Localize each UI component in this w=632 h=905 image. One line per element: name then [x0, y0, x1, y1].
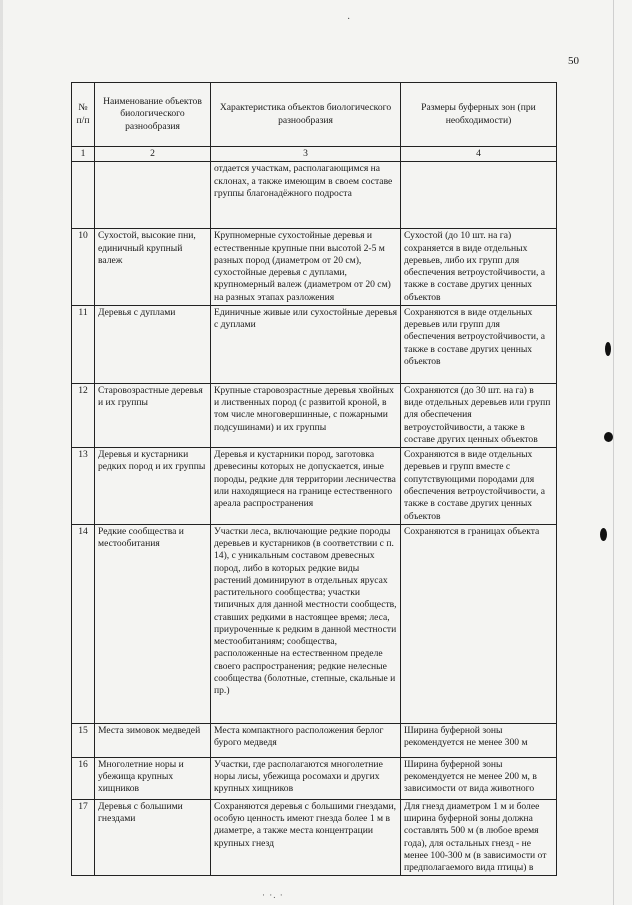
scan-left-edge [0, 0, 3, 905]
row-buffer: Сухостой (до 10 шт. на га) сохраняется в виде отдельных деревьев, либо их групп для обеспечения ветроустойчивости, а также в составе других ценных объектов [401, 229, 557, 306]
row-name: Места зимовок медведей [95, 723, 211, 757]
row-buffer: Сохраняются в виде отдельных деревьев и групп вместе с сопутствующими породами для обеспечения ветроустойчивости, а также в составе других ценных объектов [401, 448, 557, 525]
scan-edge-line [613, 0, 614, 905]
row-buffer: Ширина буферной зоны рекомендуется не менее 300 м [401, 723, 557, 757]
row-number: 16 [72, 757, 95, 799]
row-characteristic: Места компактного расположения берлог бурого медведя [211, 723, 401, 757]
row-number: 12 [72, 383, 95, 447]
row-number: 11 [72, 305, 95, 383]
hole-punch-mark [605, 342, 611, 356]
column-number: 2 [95, 147, 211, 162]
table-header-row [72, 83, 557, 147]
row-number: 10 [72, 229, 95, 306]
row-characteristic: Участки леса, включающие редкие породы деревьев и кустарников (в соответствии с п. 14), с уникальным составом древесных пород, либо в которых редкие виды растений доминируют в отдельных ярусах растительного сообщества; участки типичных для данной местности сообществ, ставших редкими в настоящее время; леса, приуроченные к редким в данной местности местообитаниям; сообщества, расположенные на естественном пределе своего распространения; редкие нелесные сообщества (болотные, степные, скальные и пр.) [211, 524, 401, 723]
table-row-continuation [72, 162, 557, 229]
header-buffer-zone: Размеры буферных зон (при необходимости) [401, 83, 557, 147]
scan-speck: · [347, 14, 351, 25]
column-number: 3 [211, 147, 401, 162]
row-characteristic: Крупномерные сухостойные деревья и естественные крупные пни высотой 2-5 м разных пород (диаметром от 20 см), сухостойные деревья с дуплами, крупномерный валеж (диаметром от 20 см) на разных этапах разложения [211, 229, 401, 306]
header-characteristic: Характеристика объектов биологического разнообразия [211, 83, 401, 147]
table-row [72, 383, 557, 447]
table-row [72, 757, 557, 799]
row-buffer: Для гнезд диаметром 1 м и более ширина буферной зоны должна составлять 500 м (в любое время года), для остальных гнезд - не менее 100-300 м (в зависимости от предполагаемого вида птицы) в [401, 799, 557, 876]
row-number [72, 162, 95, 229]
row-buffer: Сохраняются в границах объекта [401, 524, 557, 723]
row-characteristic: Единичные живые или сухостойные деревья с дуплами [211, 305, 401, 383]
table-row [72, 305, 557, 383]
row-number: 13 [72, 448, 95, 525]
table-row [72, 229, 557, 306]
row-name: Деревья и кустарники редких пород и их группы [95, 448, 211, 525]
row-characteristic: Участки, где располагаются многолетние норы лисы, убежища росомахи и других крупных хищников [211, 757, 401, 799]
row-name: Редкие сообщества и местообитания [95, 524, 211, 723]
row-characteristic: Крупные старовозрастные деревья хвойных и лиственных пород (с развитой кроной, в том числе многовершинные, с пожарными подсушинами) и их группы [211, 383, 401, 447]
row-number: 15 [72, 723, 95, 757]
row-name: Сухостой, высокие пни, единичный крупный валеж [95, 229, 211, 306]
scan-speck: · ·. · [262, 890, 284, 900]
row-buffer [401, 162, 557, 229]
row-name: Многолетние норы и убежища крупных хищников [95, 757, 211, 799]
row-number: 14 [72, 524, 95, 723]
table-row [72, 448, 557, 525]
row-buffer: Сохраняются в виде отдельных деревьев или групп для обеспечения ветроустойчивости, а также в составе других ценных объектов [401, 305, 557, 383]
table-row [72, 723, 557, 757]
row-characteristic: Деревья и кустарники пород, заготовка древесины которых не допускается, иные породы, редкие для территории лесничества или находящиеся на границе естественного ареала распространения [211, 448, 401, 525]
row-characteristic: Сохраняются деревья с большими гнездами, особую ценность имеют гнезда более 1 м в диаметре, а также места концентрации крупных гнезд [211, 799, 401, 876]
biodiversity-objects-table [71, 82, 557, 876]
hole-punch-mark [600, 528, 607, 541]
page-number: 50 [568, 55, 579, 67]
row-name [95, 162, 211, 229]
header-number: № п/п [72, 83, 95, 147]
row-name: Старовозрастные деревья и их группы [95, 383, 211, 447]
table-row [72, 799, 557, 876]
hole-punch-mark [604, 432, 613, 442]
row-buffer: Сохраняются (до 30 шт. на га) в виде отдельных деревьев или групп для обеспечения ветроустойчивости, а также в составе других ценных объектов [401, 383, 557, 447]
column-number: 1 [72, 147, 95, 162]
row-number: 17 [72, 799, 95, 876]
column-number-row [72, 147, 557, 162]
header-object-name: Наименование объектов биологического разнообразия [95, 83, 211, 147]
column-number: 4 [401, 147, 557, 162]
table-row [72, 524, 557, 723]
row-characteristic: отдается участкам, располагающимся на склонах, а также имеющим в своем составе группы благонадёжного подроста [211, 162, 401, 229]
row-buffer: Ширина буферной зоны рекомендуется не менее 200 м, в зависимости от вида животного [401, 757, 557, 799]
row-name: Деревья с дуплами [95, 305, 211, 383]
row-name: Деревья с большими гнездами [95, 799, 211, 876]
